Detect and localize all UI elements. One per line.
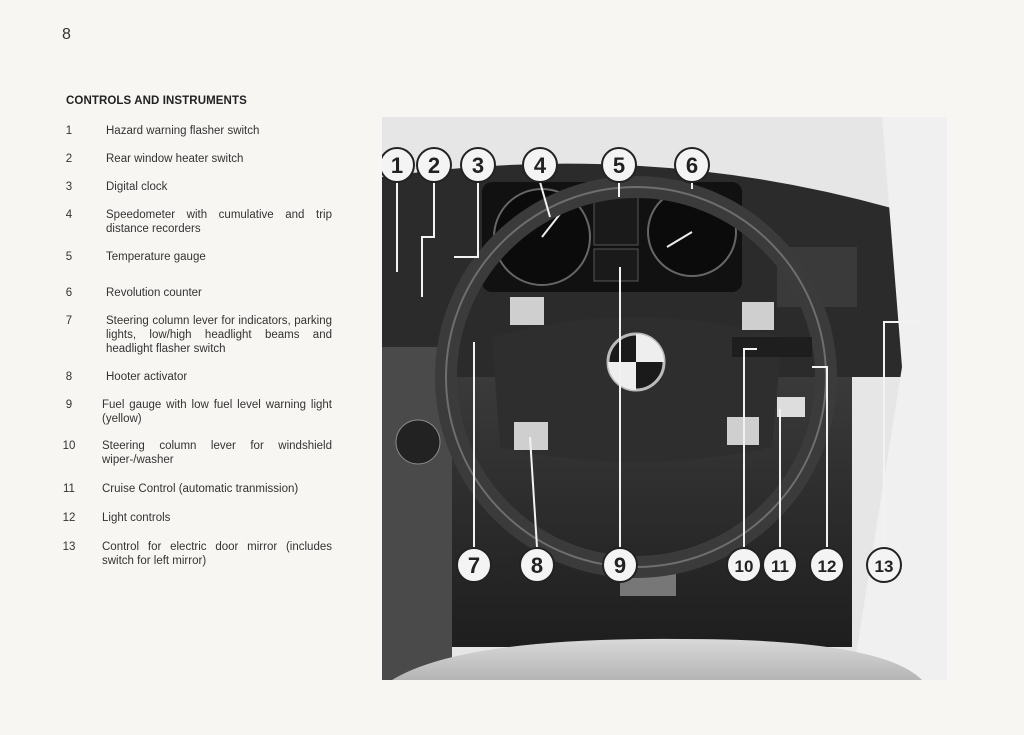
legend-text: Steering column lever for windshield wiper-/washer [102,440,332,466]
legend-number: 6 [65,287,73,299]
callout-8 [520,548,554,582]
callout-10 [727,548,761,582]
legend-number: 8 [65,371,73,383]
callout-13 [867,548,901,582]
callout-2 [417,148,451,182]
callout-1 [382,148,414,182]
callout-number: 3 [471,153,485,178]
legend-number: 11 [63,483,75,495]
legend-number: 4 [65,209,73,221]
legend-text: Fuel gauge with low fuel level warning light (yellow) [102,399,332,425]
callout-6 [675,148,709,182]
legend-number: 2 [65,153,73,165]
legend-text: Temperature gauge [106,251,206,263]
page-number: 8 [62,26,71,43]
callout-7 [457,548,491,582]
callout-4 [523,148,557,182]
callout-number: 9 [613,553,627,578]
callout-11 [763,548,797,582]
callout-number: 13 [874,557,894,576]
callout-number: 11 [771,557,789,576]
callout-12 [810,548,844,582]
climate-knob [396,420,440,464]
callout-number: 12 [817,557,837,576]
temperature-gauge [594,195,638,245]
callout-3 [461,148,495,182]
callout-number: 1 [390,153,404,178]
legend-number: 12 [62,512,76,524]
cruise-control-switch [777,397,805,417]
legend-number: 3 [65,181,73,193]
legend-text: Control for electric door mirror (includes switch for left mirror) [102,541,332,567]
horn-pad [742,302,774,330]
horn-pad [510,297,544,325]
fuel-gauge [594,249,638,281]
callout-number: 4 [533,153,547,178]
callout-5 [602,148,636,182]
legend-text: Speedometer with cumulative and trip distance recorders [106,209,332,235]
legend-text: Cruise Control (automatic tranmission) [102,483,299,495]
legend-number: 10 [62,440,76,452]
dashboard-photo [382,117,947,680]
legend-text: Digital clock [106,181,168,193]
legend-text: Hazard warning flasher switch [106,125,260,137]
callout-9 [603,548,637,582]
legend-number: 7 [65,315,73,327]
legend-text: Steering column lever for indicators, parking lights, low/high headlight beams and headlight flasher switch [106,315,332,355]
callout-number: 8 [530,553,544,578]
legend-number: 9 [65,399,73,411]
legend-text: Rear window heater switch [106,153,244,165]
section-title: CONTROLS AND INSTRUMENTS [66,95,247,107]
legend-text: Revolution counter [106,287,202,299]
legend-text: Hooter activator [106,371,188,383]
legend-number: 5 [65,251,73,263]
dashboard-illustration [382,117,947,680]
callout-number: 7 [467,553,481,578]
callout-number: 5 [612,153,626,178]
callout-number: 2 [427,153,441,178]
legend-number: 13 [62,541,76,553]
callout-number: 6 [685,153,699,178]
legend-text: Light controls [102,512,171,524]
callout-number: 10 [734,557,754,576]
legend-number: 1 [65,125,73,137]
